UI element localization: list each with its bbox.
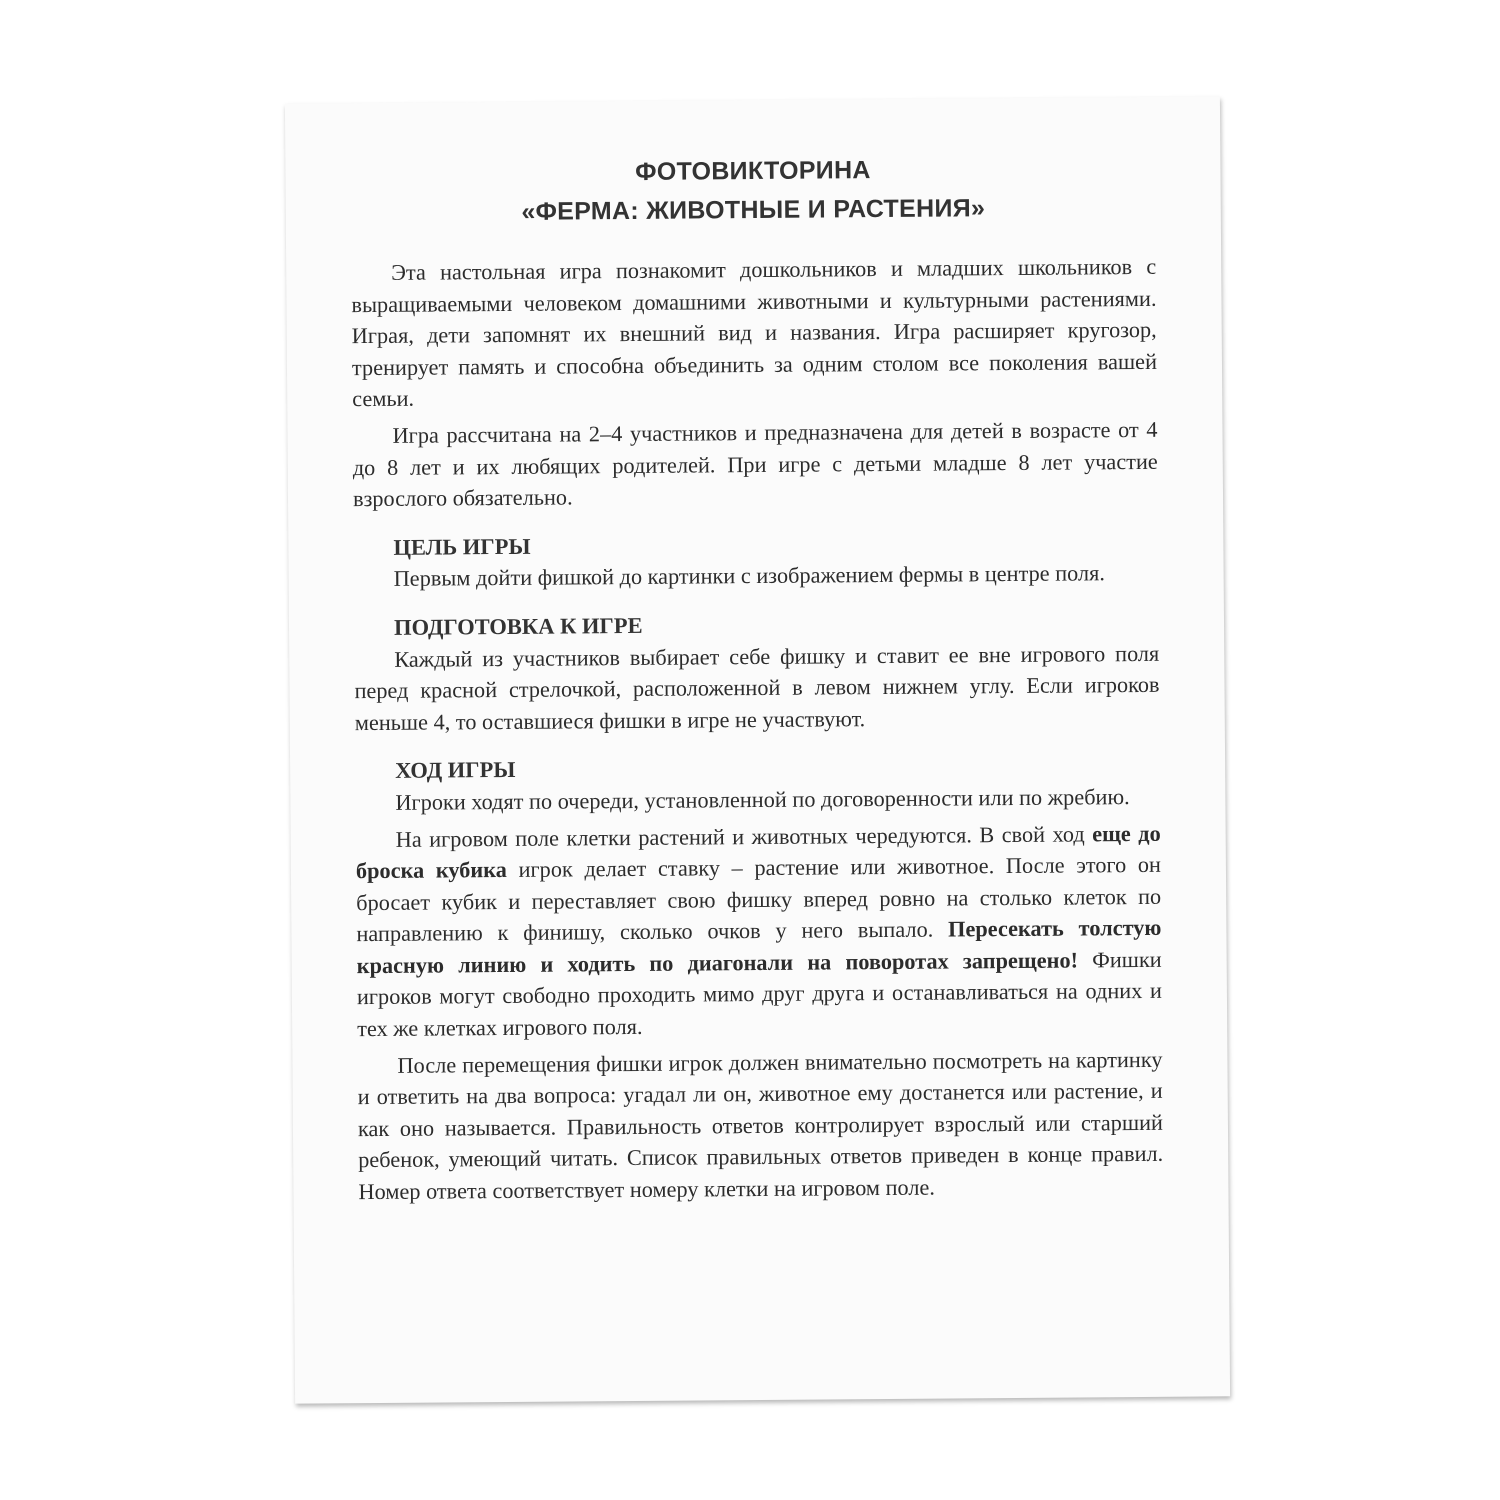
play-text-e: Фишки игроков могут свободно проходить мимо друг друга и останавливаться на одних и тех же клетках игрового поля. — [356, 946, 1163, 1042]
play-bold-forbidden: Пересекать толстую красную линию и ходить по диагонали на поворотах запрещено! — [356, 915, 1162, 979]
page-title — [350, 149, 1156, 233]
play-text-c: игрок делает ставку – растение или животное. После этого он бросает кубик и переставляет свою фишку вперед ровно на столько клеток по направлению к финишу, сколько очков у него выпало. — [356, 851, 1162, 947]
play-paragraph-2 — [356, 817, 1163, 1044]
play-text-a: На игровом поле клетки растений и животных чередуются. В свой ход — [395, 820, 1093, 852]
title-line-2: «ФЕРМА: ЖИВОТНЫЕ И РАСТЕНИЯ» — [521, 194, 986, 226]
play-heading: ХОД ИГРЫ — [395, 757, 516, 784]
prep-paragraph: Каждый из участников выбирает себе фишку и ставит ее вне игрового поля перед красной стрелочкой, расположенной в левом нижнем углу. Если игроков меньше 4, то оставшиеся фишки в игре не участвуют. — [354, 640, 1160, 735]
play-bold-before-roll: еще до броска кубика — [355, 820, 1161, 884]
goal-paragraph: Первым дойти фишкой до картинки с изображением фермы в центре поля. — [393, 560, 1106, 592]
goal-heading: ЦЕЛЬ ИГРЫ — [393, 533, 531, 560]
prep-heading: ПОДГОТОВКА К ИГРЕ — [393, 612, 643, 640]
play-paragraph-1: Игроки ходят по очереди, установленной по договоренности или по жребию. — [395, 783, 1130, 815]
play-paragraph-3: После перемещения фишки игрок должен внимательно посмотреть на картинку и ответить на два вопроса: угадал ли он, животное ему достанется или растение, и как оно называется. Правильность ответов контролирует взрослый или старший ребенок, умеющий читать. Список правильных ответов приведен в конце правил. Номер ответа соответствует номеру клетки на игровом поле. — [357, 1046, 1164, 1205]
rules-page — [285, 96, 1230, 1403]
page-content — [350, 149, 1163, 1213]
intro-paragraph-2: Игра рассчитана на 2–4 участников и предназначена для детей в возрасте от 4 до 8 лет и их любящих родителей. При игре с детьми младше 8 лет участие взрослого обязательно. — [352, 416, 1158, 512]
intro-paragraph-1: Эта настольная игра познакомит дошкольников и младших школьников с выращиваемыми человеком домашними животными и культурными растениями. Играя, дети запомнят их внешний вид и названия. Игра расширяет кругозор, тренирует память и способна объединить за одним столом все поколения вашей семьи. — [351, 253, 1158, 412]
title-line-1: ФОТОВИКТОРИНА — [635, 156, 871, 186]
